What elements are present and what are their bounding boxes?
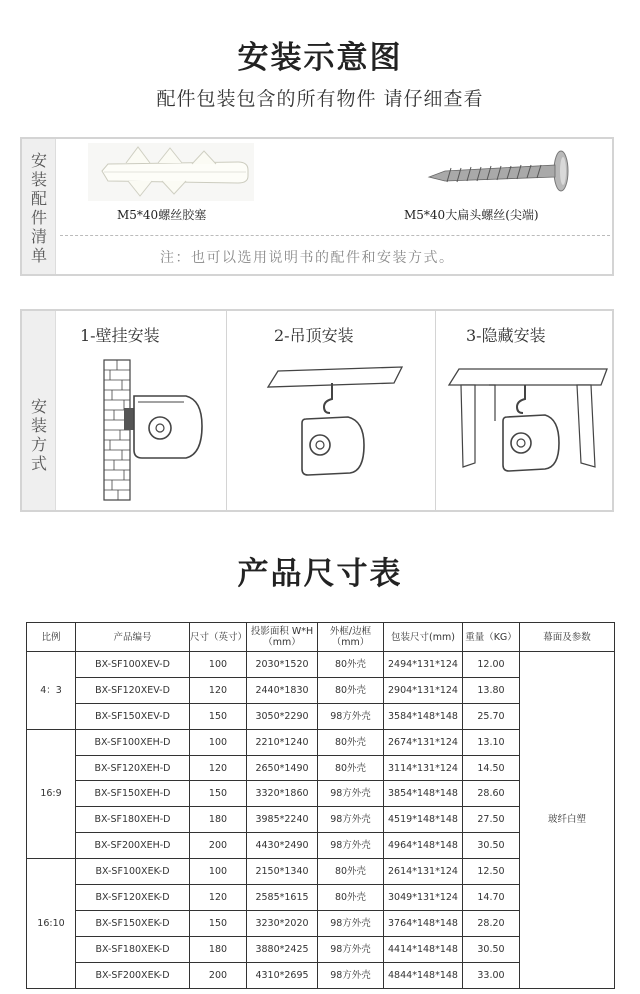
model-cell: BX-SF120XEV-D [76,677,190,703]
area-cell: 3230*2020 [247,910,318,936]
size-cell: 180 [190,807,247,833]
package-cell: 2494*131*124 [384,652,463,678]
spec-title: 产品尺寸表 [237,556,403,592]
methods-divider-2 [435,311,436,510]
wall-plug-label: M5*40螺丝胶塞 [117,208,207,222]
area-cell: 2440*1830 [247,677,318,703]
frame-cell: 98方外壳 [318,807,384,833]
wall-mount-label: 1-壁挂安装 [80,326,160,345]
package-cell: 3854*148*148 [384,781,463,807]
ratio-cell: 4：3 [27,652,76,730]
weight-cell: 27.50 [463,807,520,833]
area-cell: 2585*1615 [247,885,318,911]
screen-material-cell: 玻纤白塑 [520,652,615,989]
frame-cell: 80外壳 [318,677,384,703]
area-cell: 4430*2490 [247,833,318,859]
area-cell: 3985*2240 [247,807,318,833]
package-cell: 3584*148*148 [384,703,463,729]
package-cell: 4519*148*148 [384,807,463,833]
screw-label: M5*40大扁头螺丝(尖端) [404,208,539,222]
model-cell: BX-SF150XEK-D [76,910,190,936]
area-cell: 2150*1340 [247,859,318,885]
ceiling-mount-icon [264,361,414,501]
size-cell: 120 [190,755,247,781]
model-cell: BX-SF180XEK-D [76,936,190,962]
size-cell: 120 [190,885,247,911]
package-cell: 2674*131*124 [384,729,463,755]
accessories-side-label: 安装配件清单 [30,151,47,265]
size-cell: 150 [190,703,247,729]
package-cell: 4964*148*148 [384,833,463,859]
wall-plug-icon [88,143,254,201]
package-cell: 3049*131*124 [384,885,463,911]
header-size: 尺寸（英寸） [190,623,247,652]
model-cell: BX-SF100XEK-D [76,859,190,885]
header-package-size: 包装尺寸(mm) [384,623,463,652]
package-cell: 3114*131*124 [384,755,463,781]
methods-panel [20,309,614,512]
model-cell: BX-SF120XEH-D [76,755,190,781]
area-cell: 3320*1860 [247,781,318,807]
hidden-mount-icon [445,359,613,507]
model-cell: BX-SF100XEV-D [76,652,190,678]
area-cell: 4310*2695 [247,962,318,988]
screw-icon [417,147,577,199]
accessories-note: 注：也可以选用说明书的配件和安装方式。 [160,250,455,266]
accessories-divider [60,235,610,236]
header-frame: 外框/边框（mm） [318,623,384,652]
size-cell: 150 [190,910,247,936]
size-cell: 200 [190,833,247,859]
package-cell: 4414*148*148 [384,936,463,962]
model-cell: BX-SF150XEH-D [76,781,190,807]
weight-cell: 33.00 [463,962,520,988]
wall-mount-icon [102,356,212,506]
weight-cell: 13.80 [463,677,520,703]
frame-cell: 98方外壳 [318,962,384,988]
weight-cell: 12.50 [463,859,520,885]
package-cell: 2614*131*124 [384,859,463,885]
weight-cell: 28.60 [463,781,520,807]
methods-side-label: 安装方式 [30,397,47,473]
package-cell: 2904*131*124 [384,677,463,703]
area-cell: 3880*2425 [247,936,318,962]
frame-cell: 80外壳 [318,885,384,911]
frame-cell: 98方外壳 [318,910,384,936]
size-cell: 100 [190,652,247,678]
size-cell: 180 [190,936,247,962]
weight-cell: 30.50 [463,833,520,859]
weight-cell: 13.10 [463,729,520,755]
model-cell: BX-SF100XEH-D [76,729,190,755]
weight-cell: 14.50 [463,755,520,781]
ratio-cell: 16:9 [27,729,76,858]
weight-cell: 14.70 [463,885,520,911]
methods-divider-1 [226,311,227,510]
model-cell: BX-SF120XEK-D [76,885,190,911]
size-cell: 150 [190,781,247,807]
frame-cell: 98方外壳 [318,833,384,859]
weight-cell: 28.20 [463,910,520,936]
weight-cell: 25.70 [463,703,520,729]
area-cell: 3050*2290 [247,703,318,729]
area-cell: 2030*1520 [247,652,318,678]
frame-cell: 80外壳 [318,859,384,885]
model-cell: BX-SF150XEV-D [76,703,190,729]
model-cell: BX-SF200XEH-D [76,833,190,859]
size-cell: 200 [190,962,247,988]
frame-cell: 80外壳 [318,652,384,678]
frame-cell: 98方外壳 [318,703,384,729]
header-screen: 幕面及参数 [520,623,615,652]
ceiling-mount-label: 2-吊顶安装 [274,326,354,345]
area-cell: 2650*1490 [247,755,318,781]
model-cell: BX-SF200XEK-D [76,962,190,988]
page-title: 安装示意图 [237,40,403,76]
ratio-cell: 16:10 [27,859,76,988]
frame-cell: 80外壳 [318,729,384,755]
header-ratio: 比例 [27,623,76,652]
weight-cell: 12.00 [463,652,520,678]
size-cell: 120 [190,677,247,703]
size-cell: 100 [190,729,247,755]
header-model: 产品编号 [76,623,190,652]
hidden-mount-label: 3-隐藏安装 [466,326,546,345]
package-cell: 4844*148*148 [384,962,463,988]
header-weight: 重量（KG） [463,623,520,652]
weight-cell: 30.50 [463,936,520,962]
spec-header-row [27,623,615,652]
frame-cell: 98方外壳 [318,936,384,962]
package-cell: 3764*148*148 [384,910,463,936]
page-subtitle: 配件包装包含的所有物件 请仔细查看 [156,88,484,110]
frame-cell: 98方外壳 [318,781,384,807]
table-row [27,652,615,678]
accessories-panel [20,137,614,276]
spec-table [26,622,615,989]
area-cell: 2210*1240 [247,729,318,755]
frame-cell: 80外壳 [318,755,384,781]
header-projection-area: 投影面积 W*H（mm） [247,623,318,652]
model-cell: BX-SF180XEH-D [76,807,190,833]
size-cell: 100 [190,859,247,885]
